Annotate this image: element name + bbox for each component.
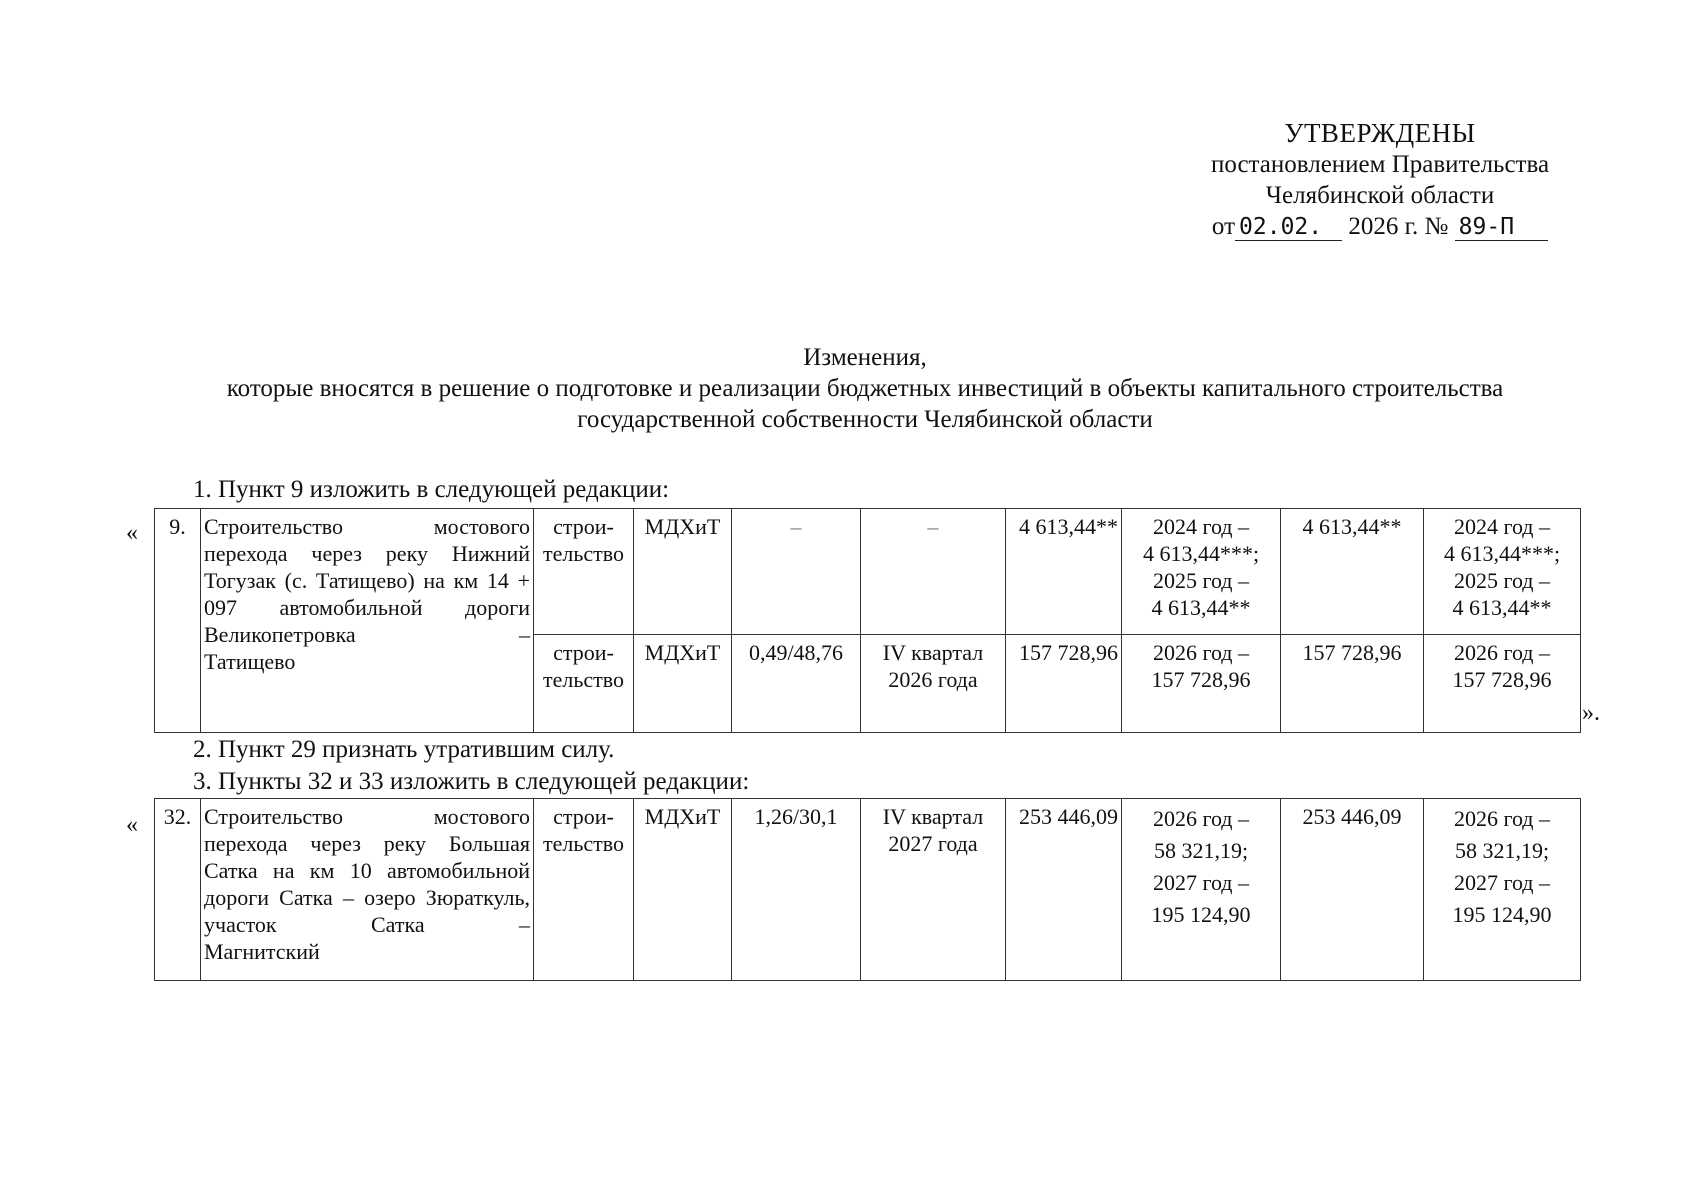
capacity: – <box>732 509 861 635</box>
organization: МДХиТ <box>634 635 732 733</box>
yearly-allocation: 2026 год – 157 728,96 <box>1122 635 1281 733</box>
quote-close-1: ». <box>1582 700 1600 726</box>
table-row <box>155 799 1581 981</box>
document-heading <box>90 342 1640 435</box>
work-type: строи- тельство <box>534 635 634 733</box>
approval-block <box>1140 118 1620 243</box>
approval-line-2: Челябинской области <box>1265 182 1495 209</box>
completion-term: – <box>861 509 1006 635</box>
work-type: строи- тельство <box>534 799 634 981</box>
approval-from: от <box>1211 213 1236 240</box>
approval-year: 2026 г. № <box>1348 213 1449 240</box>
table-item-32 <box>154 798 1581 981</box>
estimated-cost: 157 728,96 <box>1006 635 1122 733</box>
yearly-investment: 2024 год – 4 613,44***; 2025 год – 4 613,44** <box>1424 509 1581 635</box>
item-number: 9. <box>155 509 201 733</box>
paragraph-1: 1. Пункт 9 изложить в следующей редакции: <box>193 476 670 503</box>
table-row <box>155 509 1581 635</box>
total-investment: 157 728,96 <box>1281 635 1424 733</box>
approval-title: УТВЕРЖДЕНЫ <box>1284 118 1476 148</box>
heading-line-2: которые вносятся в решение о подготовке и реализации бюджетных инвестиций в объекты капитального строительства <box>226 375 1504 402</box>
estimated-cost: 253 446,09 <box>1006 799 1122 981</box>
yearly-allocation: 2024 год – 4 613,44***; 2025 год – 4 613,44** <box>1122 509 1281 635</box>
capacity: 0,49/48,76 <box>732 635 861 733</box>
item-description: Строительство мостового перехода через реку Большая Сатка на км 10 автомобильной дороги Сатка – озеро Зюраткуль, участок Сатка – Магнитский <box>201 799 534 981</box>
total-investment: 253 446,09 <box>1281 799 1424 981</box>
item-description: Строительство мостового перехода через реку Нижний Тогузак (с. Татищево) на км 14 + 097 автомобильной дороги Великопетровка – Татищево <box>201 509 534 733</box>
capacity: 1,26/30,1 <box>732 799 861 981</box>
yearly-investment: 2026 год – 157 728,96 <box>1424 635 1581 733</box>
yearly-investment: 2026 год – 58 321,19; 2027 год – 195 124,90 <box>1424 799 1581 981</box>
yearly-allocation: 2026 год – 58 321,19; 2027 год – 195 124,90 <box>1122 799 1281 981</box>
organization: МДХиТ <box>634 799 732 981</box>
paragraph-2: 2. Пункт 29 признать утратившим силу. <box>193 736 615 763</box>
quote-open-2: « <box>126 812 138 838</box>
approval-number-line <box>1140 211 1620 243</box>
heading-line-1: Изменения, <box>803 344 927 371</box>
quote-open-1: « <box>126 520 138 546</box>
paragraph-3: 3. Пункты 32 и 33 изложить в следующей редакции: <box>193 768 750 795</box>
item-number: 32. <box>155 799 201 981</box>
table-item-9 <box>154 508 1581 733</box>
approval-line-1: постановлением Правительства <box>1210 151 1550 178</box>
estimated-cost: 4 613,44** <box>1006 509 1122 635</box>
approval-date: 02.02. <box>1235 214 1342 241</box>
completion-term: IV квартал 2026 года <box>861 635 1006 733</box>
work-type: строи- тельство <box>534 509 634 635</box>
approval-number: 89-П <box>1455 214 1548 241</box>
completion-term: IV квартал 2027 года <box>861 799 1006 981</box>
heading-line-3: государственной собственности Челябинской области <box>577 406 1153 433</box>
organization: МДХиТ <box>634 509 732 635</box>
total-investment: 4 613,44** <box>1281 509 1424 635</box>
